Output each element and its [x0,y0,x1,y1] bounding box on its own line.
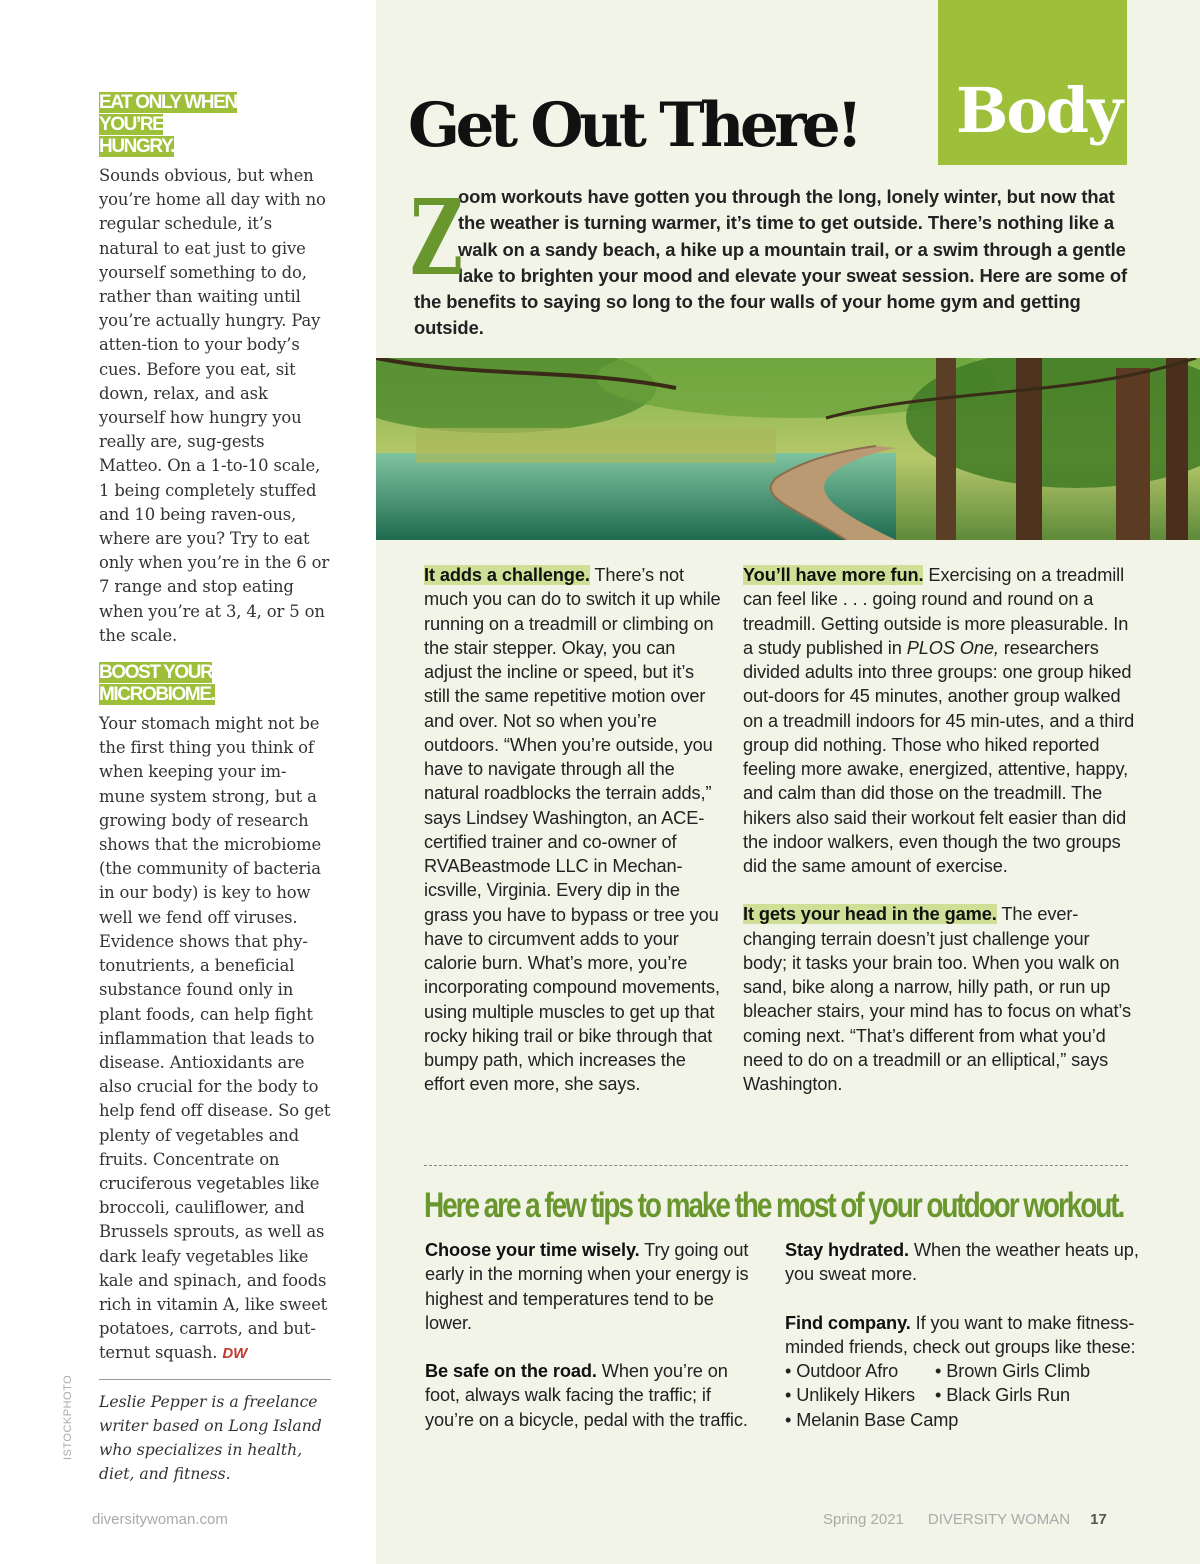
group-list [785,1359,1145,1432]
footer-right [823,1511,1107,1528]
list-item: • Brown Girls Climb [935,1361,1091,1381]
list-item: • Outdoor Afro [785,1361,899,1381]
left-column [0,0,376,1564]
tips-right [785,1238,1145,1432]
main-panel [376,0,1200,1564]
list-item: • Unlikely Hikers [785,1385,915,1406]
divider [424,1165,1128,1166]
lead-head: It gets your head in the game. [743,904,997,925]
article-column-right [743,563,1135,1096]
page-number: 17 [1090,1511,1107,1528]
drop-cap: Z [410,176,464,299]
journal-name: PLOS One, [906,637,999,658]
lead-fun: You’ll have more fun. [743,565,924,585]
sidebar-body-eat: Sounds obvious, but when you’re home all day with no regular schedule, it’s natural to eat just to give yourself something to do, rather than waiting until you’re actually hungry. Pay atten-tion to your body’s cues. Before you eat, sit down, relax, and ask yourself how hungry you really are, sug-gests Matteo. On a 1-to-10 scale, 1 being completely stuffed and 10 being raven-ous, where are you? Try to eat only when you’re in the 6 or 7 range and stop eating when you’re at 3, 4, or 5 on the scale. [99,166,330,645]
signature: DW [222,1345,248,1363]
sidebar [99,92,331,1486]
sidebar-body-microbiome: Your stomach might not be the first thing you think of when keeping your im-mune system strong, but a growing body of research shows that the microbiome (the community of bacteria in our body) is key to how well we fend off viruses. Evidence shows that phy-tonutrients, a beneficial substance found only in plant foods, can help fight inflammation that leads to disease. Antioxidants are also crucial for the body to help fend off disease. So get plenty of vegetables and fruits. Concentrate on cruciferous vegetables like broccoli, cauliflower, and Brussels sprouts, as well as dark leafy vegetables like kale and spinach, and foods rich in vitamin A, like sweet potatoes, carrots, and but-ternut squash. DW [99,714,331,1363]
tip-safe: Be safe on the road. When you’re on foot, always walk facing the traffic; if you’re on a bicycle, pedal with the traffic. [425,1361,748,1430]
boardwalk-photo [376,358,1200,540]
tips-heading: Here are a few tips to make the most of your outdoor workout. [424,1186,1124,1225]
article-head: It gets your head in the game. The ever-changing terrain doesn’t just challenge your body; it tasks your brain too. When you walk on sand, bike along a narrow, hilly path, or run up bleacher stairs, your mind has to focus on what’s coming next. “That’s different from what you’d need to do on a treadmill or an elliptical,” says Washington. [743,904,1132,1094]
author-note: Leslie Pepper is a freelance writer based on Long Island who specializes in health, diet, and fitness. [99,1379,331,1487]
tip-time: Choose your time wisely. Try going out early in the morning when your energy is highest and temperatures tend to be lower. [425,1240,749,1333]
sidebar-heading-microbiome: BOOST YOUR MICROBIOME. [99,662,215,706]
list-item: • Black Girls Run [935,1385,1071,1406]
article-fun: You’ll have more fun. Exercising on a treadmill can feel like . . . going round and round on a treadmill. Getting outside is more pleasurable. In a study published in PLOS One, researchers divided adults into three groups: one group hiked out-doors for 45 minutes, another group walked on a treadmill indoors for 45 min-utes, and a third group did nothing. Those who hiked reported feeling more awake, energized, attentive, happy, and calm than did those on the treadmill. The hikers also said their workout felt easier than did the indoor walkers, even though the two groups did the same amount of exercise. [743,565,1135,876]
page-title: Get Out There! [408,90,859,161]
lead-challenge: It adds a challenge. [424,565,590,585]
list-item: • Melanin Base Camp [785,1409,959,1430]
footer-website[interactable]: diversitywoman.com [92,1511,228,1528]
section-tag: Body [938,0,1127,165]
tip-hydrated: Stay hydrated. When the weather heats up, you sweat more. [785,1240,1139,1285]
tip-company: Find company. If you want to make fitness-minded friends, check out groups like these: [785,1312,1136,1357]
article-challenge: It adds a challenge. There’s not much you can do to switch it up while running on a treadmill or climbing on the stair stepper. Okay, you can adjust the incline or speed, but it’s still the same repetitive motion over and over. Not so when you’re outdoors. “When you’re outside, you have to navigate through all the natural roadblocks the terrain adds,” says Lindsey Washington, an ACE-certified trainer and co-owner of RVABeastmode LLC in Mechan-icsville, Virginia. Every dip in the grass you have to bypass or tree you have to circumvent adds to your calorie burn. What’s more, you’re incorporating compound movements, using multiple muscles to get up that rocky hiking trail or bike through that bumpy path, which increases the effort even more, she says. [424,565,721,1095]
tips-left [425,1238,755,1432]
sidebar-heading-eat: EAT ONLY WHEN YOU’RE HUNGRY. [99,92,237,157]
photo-credit: ISTOCKPHOTO [62,1374,74,1460]
intro-paragraph: Z oom workouts have gotten you through the long, lonely winter, but now that the weather is turning warmer, it’s time to get outside. There’s nothing like a walk on a sandy beach, a hike up a mountain trail, or a swim through a gentle lake to brighten your mood and elevate your sweat session. Here are some of the benefits to saying so long to the four walls of your home gym and getting outside. [410,176,1128,339]
issue-date: Spring 2021 [823,1511,904,1528]
magazine-name: DIVERSITY WOMAN [927,1511,1071,1528]
